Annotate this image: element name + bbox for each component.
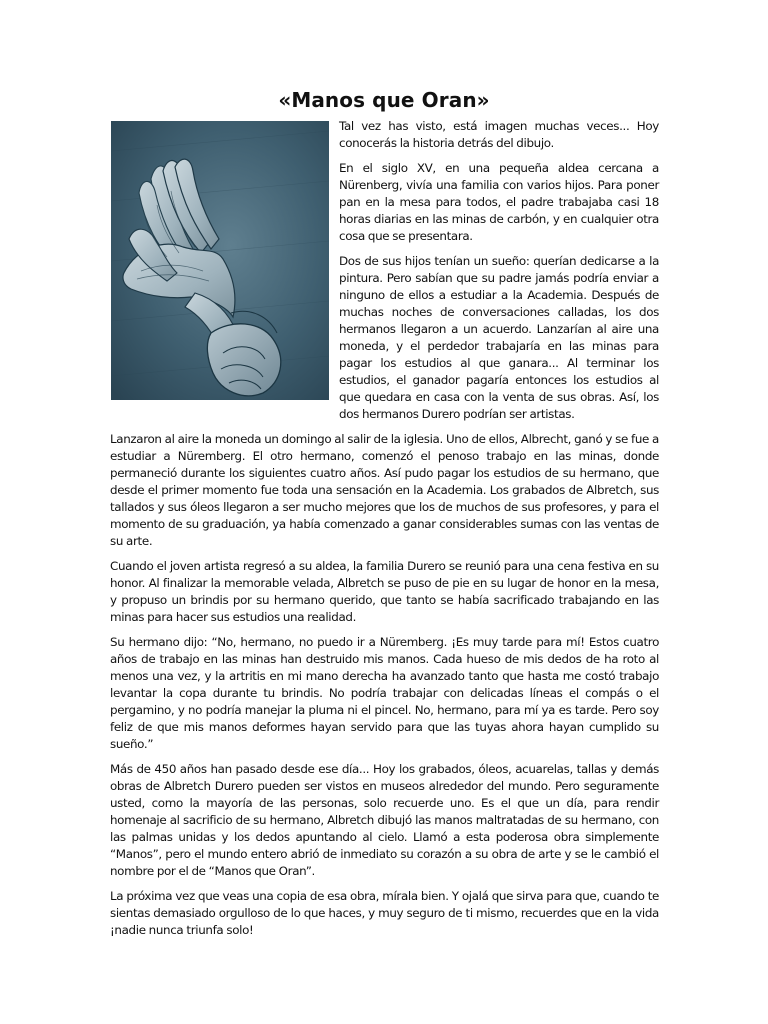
paragraph: Cuando el joven artista regresó a su aldea, la familia Durero se reunió para una cena festiva en su honor. Al finalizar la memorable velada, Albretch se puso de pie en su lugar de honor en la mesa, y propuso un brindis por su hermano querido, que tanto se había sacrificado trabajando en las minas para hacer sus estudios una realidad. xyxy=(110,559,659,624)
figure-spacer xyxy=(110,118,339,414)
paragraph: Tal vez has visto, está imagen muchas veces... Hoy conocerás la historia detrás del dibujo. xyxy=(339,119,659,150)
paragraph: En el siglo XV, en una pequeña aldea cercana a Nürenberg, vivía una familia con varios hijos. Para poner pan en la mesa para todos, el padre trabajaba casi 18 horas diarias en las minas de carbón, y en cualquier otra cosa que se presentara. xyxy=(339,161,659,243)
paragraph: Más de 450 años han pasado desde ese día... Hoy los grabados, óleos, acuarelas, tallas y demás obras de Albretch Durero pueden ser vistos en museos alrededor del mundo. Pero seguramente usted, como la mayoría de las personas, solo recuerde uno. Es el que un día, para rendir homenaje al sacrificio de su hermano, Albretch dibujó las manos maltratadas de su hermano, con las palmas unidas y los dedos apuntando al cielo. Llamó a esta poderosa obra simplemente “Manos”, pero el mundo entero abrió de inmediato su corazón a su obra de arte y se le cambió el nombre por el de “Manos que Oran”. xyxy=(110,762,659,878)
paragraph: Lanzaron al aire la moneda un domingo al salir de la iglesia. Uno de ellos, Albrecht, ganó y se fue a estudiar a Nüremberg. El otro hermano, comenzó el penoso trabajo en las minas, donde permaneció durante los siguientes cuatro años. Así pudo pagar los estudios de su hermano, que desde el primer momento fue toda una sensación en la Academia. Los grabados de Albretch, sus tallados y sus óleos llegaron a ser mucho mejores que los de muchos de sus profesores, y para el momento de su graduación, ya había comenzado a ganar considerables sumas con las ventas de su arte. xyxy=(110,432,659,548)
paragraph: La próxima vez que veas una copia de esa obra, mírala bien. Y ojalá que sirva para que, cuando te sientas demasiado orgulloso de lo que haces, y muy seguro de ti mismo, recuerdes que en la vida ¡nadie nunca triunfa solo! xyxy=(110,889,659,937)
article-body xyxy=(110,118,659,947)
page-title: «Manos que Oran» xyxy=(278,88,490,112)
paragraph: Dos de sus hijos tenían un sueño: querían dedicarse a la pintura. Pero sabían que su padre jamás podría enviar a ninguno de ellos a estudiar a la Academia. Después de muchas noches de conversaciones calladas, los dos hermanos llegaron a un acuerdo. Lanzarían al aire una moneda, y el perdedor trabajaría en las minas para pagar los estudios al que ganara... Al terminar los estudios, el ganador pagaría entonces los estudios al que quedara en casa con la venta de sus obras. Así, los dos hermanos Durero podrían ser artistas. xyxy=(339,254,659,421)
paragraph: Su hermano dijo: “No, hermano, no puedo ir a Nüremberg. ¡Es muy tarde para mí! Estos cuatro años de trabajo en las minas han destruido mis manos. Cada hueso de mis dedos de ha roto al menos una vez, y la artritis en mi mano derecha ha avanzado tanto que hasta me costó trabajo levantar la copa durante tu brindis. No podría trabajar con delicadas líneas el compás o el pergamino, y no podría manejar la pluma ni el pincel. No, hermano, para mí ya es tarde. Pero soy feliz de que mis manos deformes hayan servido para que las tuyas ahora hayan cumplido su sueño.” xyxy=(110,635,659,751)
